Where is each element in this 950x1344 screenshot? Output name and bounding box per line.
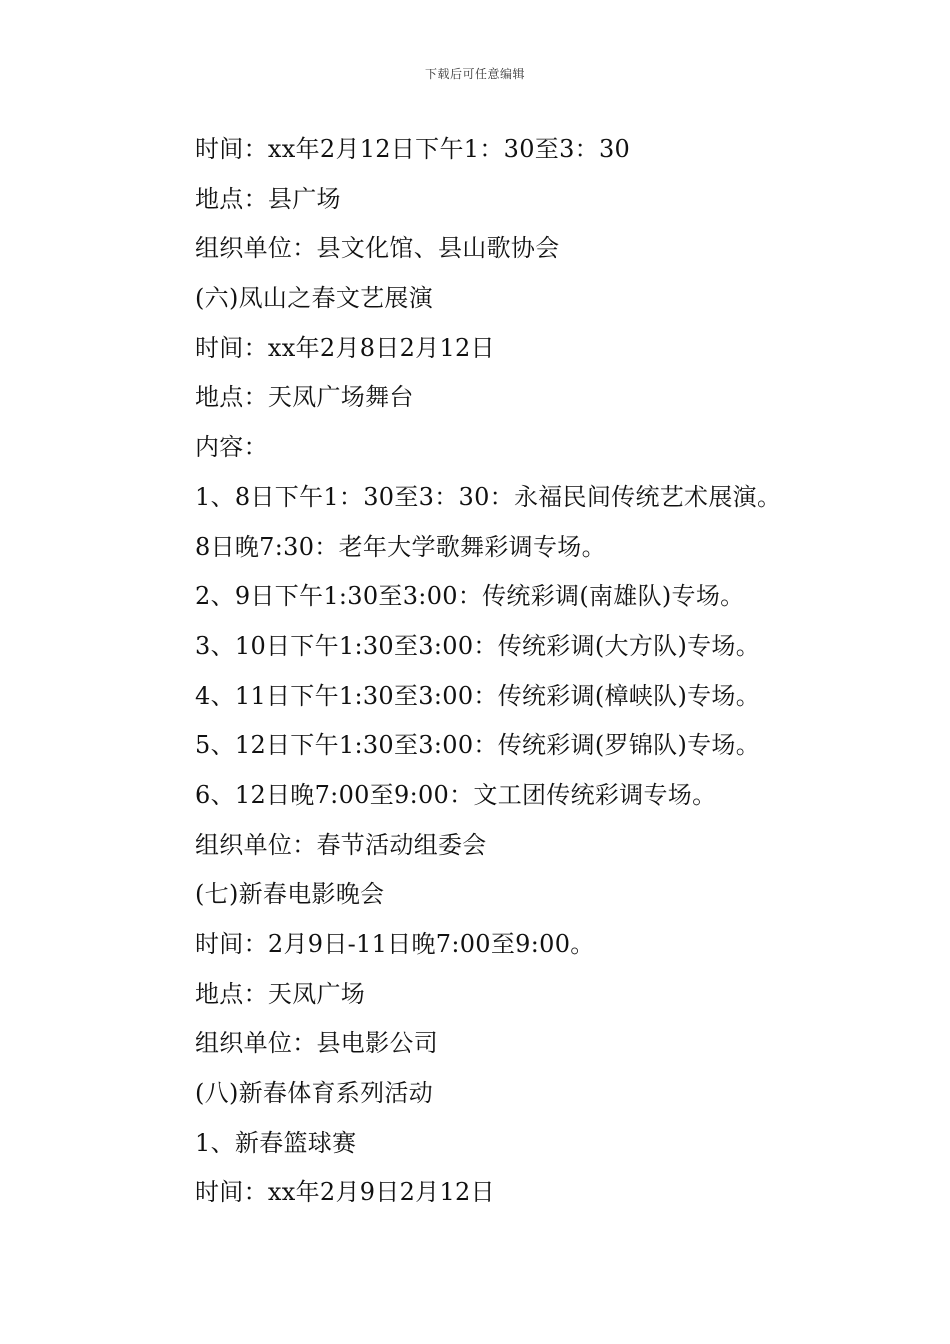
text-line: 时间：xx年2月8日2月12日 <box>195 333 495 362</box>
section-heading: (七)新春电影晚会 <box>195 880 385 909</box>
text-line: 地点：天凤广场 <box>195 979 366 1008</box>
text-line: 时间：2月9日-11日晚7:00至9:00。 <box>195 930 595 958</box>
text-line: 内容： <box>195 433 268 462</box>
list-item: 2、9日下午1:30至3:00：传统彩调(南雄队)专场。 <box>195 582 745 611</box>
document-body <box>195 125 835 1218</box>
list-item: 3、10日下午1:30至3:00：传统彩调(大方队)专场。 <box>195 631 761 660</box>
text-line: 地点：天凤广场舞台 <box>195 383 414 412</box>
text-line: 时间：xx年2月12日下午1：30至3：30 <box>195 135 631 163</box>
section-heading: (六)凤山之春文艺展演 <box>195 284 434 313</box>
text-line: 时间：xx年2月9日2月12日 <box>195 1178 495 1207</box>
list-item: 4、11日下午1:30至3:00：传统彩调(樟峡队)专场。 <box>195 681 761 710</box>
page-header-note: 下载后可任意编辑 <box>424 67 525 81</box>
list-item: 6、12日晚7:00至9:00：文工团传统彩调专场。 <box>195 780 717 809</box>
text-line: 组织单位：县电影公司 <box>195 1029 438 1058</box>
text-line: 组织单位：县文化馆、县山歌协会 <box>195 234 560 263</box>
text-line: 地点：县广场 <box>195 184 341 213</box>
list-item: 8日晚7:30：老年大学歌舞彩调专场。 <box>195 532 606 561</box>
section-heading: (八)新春体育系列活动 <box>195 1079 434 1108</box>
list-item: 5、12日下午1:30至3:00：传统彩调(罗锦队)专场。 <box>195 731 761 760</box>
list-item: 1、新春篮球赛 <box>195 1128 357 1157</box>
text-line: 组织单位：春节活动组委会 <box>195 830 487 859</box>
list-item: 1、8日下午1：30至3：30：永福民间传统艺术展演。 <box>195 482 782 511</box>
